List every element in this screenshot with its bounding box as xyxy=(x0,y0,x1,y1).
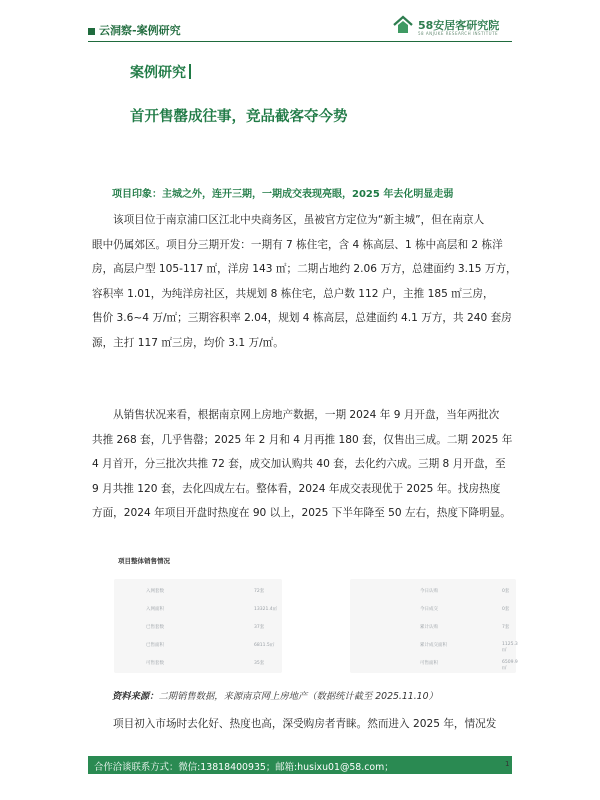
header-brand xyxy=(88,22,181,38)
header-brand-text: 云洞察-案例研究 xyxy=(99,24,181,37)
paragraph-2 xyxy=(92,403,512,526)
table-value: 6509.9㎡ xyxy=(502,660,518,671)
logo xyxy=(392,15,522,39)
section-title xyxy=(130,62,191,82)
paragraph-line: 源，主打 117 ㎡三房，均价 3.1 万/㎡。 xyxy=(92,336,284,349)
footer-contact: 合作洽谈联系方式：微信:13818400935；邮箱:husixu01@58.com； xyxy=(94,762,394,773)
table-value: 37套 xyxy=(254,625,265,630)
table-key: 累计认购 xyxy=(420,625,438,630)
subheading: 项目印象：主城之外，连开三期，一期成交表现亮眼，2025 年去化明显走弱 xyxy=(112,189,454,200)
brand-square-icon xyxy=(88,28,95,35)
table-key: 入网面积 xyxy=(146,607,164,612)
paragraph-line: 项目初入市场时去化好、热度也高，深受购房者青睐。然而进入 2025 年，情况发 xyxy=(113,718,497,730)
table-row xyxy=(350,635,516,653)
sales-table-left xyxy=(114,579,282,673)
table-key: 可售面积 xyxy=(420,661,438,666)
sales-table-right xyxy=(350,579,516,673)
paragraph-3 xyxy=(92,712,512,737)
table-value: 1125.3㎡ xyxy=(502,642,518,653)
table-value: 13321.4㎡ xyxy=(254,607,278,612)
table-key: 入网套数 xyxy=(146,589,164,594)
logo-subtitle: 58 ANJUKE RESEARCH INSTITUTE xyxy=(418,31,499,36)
table-row xyxy=(114,653,282,671)
table-value: 0套 xyxy=(502,607,510,612)
table-key: 今日成交 xyxy=(420,607,438,612)
table-value: 72套 xyxy=(254,589,265,594)
source-text: 二期销售数据，来源南京网上房地产（数据统计截至 2025.11.10） xyxy=(158,691,438,702)
article-title: 首开售罄成往事，竞品截客夺今势 xyxy=(130,109,348,125)
table-key: 可售套数 xyxy=(146,661,164,666)
table-key: 已售套数 xyxy=(146,625,164,630)
paragraph-1 xyxy=(92,208,517,355)
header-divider xyxy=(88,41,512,42)
table-value: 35套 xyxy=(254,661,265,666)
title-bar-icon xyxy=(189,64,191,79)
paragraph-line: 从销售状况来看，根据南京网上房地产数据，一期 2024 年 9 月开盘，当年两批次 xyxy=(113,409,500,421)
table-row xyxy=(350,581,516,599)
table-value: 7套 xyxy=(502,625,510,630)
table-row xyxy=(350,653,516,671)
paragraph-line: 售价 3.6~4 万/㎡；三期容积率 2.04，规划 4 栋高层，总建面约 4.1 万方，共 240 套房 xyxy=(92,312,512,324)
footer-bar xyxy=(88,756,512,774)
paragraph-line: 方面，2024 年项目开盘时热度在 90 以上，2025 下半年降至 50 左右，热度下降明显。 xyxy=(92,507,511,519)
paragraph-line: 4 月首开，分三批次共推 72 套，成交加认购共 40 套，去化约六成。三期 8 月开盘，至 xyxy=(92,458,506,470)
table-row xyxy=(114,635,282,653)
table-value: 6811.5㎡ xyxy=(254,643,275,648)
table-key: 今日认购 xyxy=(420,589,438,594)
logo-name: 58安居客研究院 xyxy=(418,19,500,32)
table-key: 累计成交面积 xyxy=(420,643,447,648)
table-row xyxy=(114,581,282,599)
table-row xyxy=(114,599,282,617)
source-note xyxy=(112,688,438,702)
table-key: 已售面积 xyxy=(146,643,164,648)
house-logo-icon xyxy=(392,15,414,35)
paragraph-line: 9 月共推 120 套，去化四成左右。整体看，2024 年成交表现优于 2025 年。找房热度 xyxy=(92,482,501,495)
page-header xyxy=(0,0,600,44)
section-title-text: 案例研究 xyxy=(130,65,186,81)
paragraph-line: 房，高层户型 105-117 ㎡，洋房 143 ㎡；二期占地约 2.06 万方，总建面约 3.15 万方， xyxy=(92,263,517,275)
paragraph-line: 容积率 1.01，为纯洋房社区，共规划 8 栋住宅，总户数 112 户，主推 185 ㎡三房， xyxy=(92,287,494,300)
paragraph-line: 眼中仍属郊区。项目分三期开发：一期有 7 栋住宅，含 4 栋高层、1 栋中高层和 2 栋洋 xyxy=(92,238,503,251)
table-row xyxy=(350,599,516,617)
table-row xyxy=(114,617,282,635)
source-label: 资料来源： xyxy=(112,691,159,702)
table-row xyxy=(350,617,516,635)
paragraph-line: 共推 268 套，几乎售罄；2025 年 2 月和 4 月再推 180 套，仅售出三成。二期 2025 年 xyxy=(92,433,513,446)
table-value: 0套 xyxy=(502,589,510,594)
table-caption: 项目整体销售情况 xyxy=(118,557,170,565)
paragraph-line: 该项目位于南京浦口区江北中央商务区，虽被官方定位为“新主城”，但在南京人 xyxy=(113,214,485,226)
page-number: 1 xyxy=(505,760,510,768)
